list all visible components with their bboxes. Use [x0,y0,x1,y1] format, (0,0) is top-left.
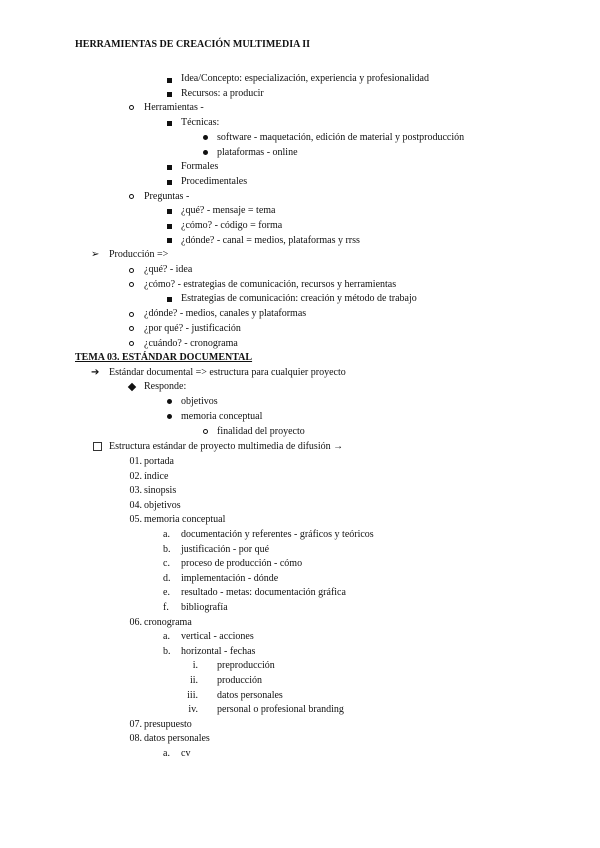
square-bullet-icon [167,121,172,126]
list-letter: a. [163,748,170,759]
diamond-bullet-icon [128,383,136,391]
list-item: cronograma [144,616,192,628]
list-letter: f. [163,602,169,613]
list-item: ¿cómo? - estrategias de comunicación, recursos y herramientas [144,279,397,290]
list-item: memoria conceptual [181,411,263,422]
arrowhead-bullet-icon: ➢ [91,249,100,260]
list-item: ¿por qué? - justificación [144,323,241,334]
list-roman: iii. [187,689,198,701]
hollow-circle-bullet-icon [129,312,134,317]
list-item: Estándar documental => estructura para cualquier proyecto [109,367,346,378]
list-item: resultado - metas: documentación gráfica [181,587,346,599]
list-item: horizontal - fechas [181,645,256,657]
section-heading: TEMA 03. ESTÁNDAR DOCUMENTAL [75,352,253,363]
list-letter: a. [163,529,170,540]
list-item: preproducción [217,660,275,672]
list-item: Técnicas: [181,117,220,128]
list-item: ¿cómo? - código = forma [181,220,283,231]
list-item: cv [181,748,191,759]
list-number: 01. [129,456,142,467]
hollow-circle-bullet-icon [129,282,134,287]
list-item: índice [144,470,169,482]
list-item: ¿qué? - idea [144,264,193,275]
list-number: 03. [129,485,142,497]
list-item: Responde: [144,381,187,392]
list-item: ¿cuándo? - cronograma [144,338,238,349]
list-item: memoria conceptual [144,514,226,526]
hollow-circle-bullet-icon [203,429,208,434]
list-item: documentación y referentes - gráficos y teóricos [181,529,374,540]
list-number: 02. [129,470,142,482]
list-item: plataformas - online [217,147,298,158]
square-bullet-icon [167,180,172,185]
list-item: Herramientas - [144,102,204,113]
list-item: personal o profesional branding [217,704,344,716]
square-bullet-icon [167,165,172,170]
list-letter: a. [163,631,170,643]
hollow-circle-bullet-icon [129,105,134,110]
list-item: objetivos [181,396,218,407]
list-item: sinopsis [144,485,177,497]
list-item: Formales [181,161,219,172]
list-item: producción [217,675,262,686]
list-roman: iv. [188,704,198,716]
list-item: objetivos [144,499,181,511]
list-item: implementación - dónde [181,572,279,584]
list-number: 07. [129,718,142,730]
list-item: Preguntas - [144,191,190,202]
list-item: bibliografía [181,602,228,613]
hollow-circle-bullet-icon [129,268,134,273]
list-item: portada [144,456,174,467]
list-item: proceso de producción - cómo [181,558,303,570]
list-number: 08. [129,733,142,745]
list-letter: e. [163,587,170,599]
filled-dot-bullet-icon [203,150,208,155]
square-bullet-icon [167,78,172,83]
list-item: ¿qué? - mensaje = tema [181,205,276,216]
document-title: HERRAMIENTAS DE CREACIÓN MULTIMEDIA II [75,39,311,50]
square-bullet-icon [167,92,172,97]
list-letter: c. [163,558,170,570]
list-number: 05. [129,514,142,526]
hollow-circle-bullet-icon [129,326,134,331]
filled-dot-bullet-icon [203,135,208,140]
hollow-circle-bullet-icon [129,341,134,346]
square-bullet-icon [167,224,172,229]
list-item: Idea/Concepto: especialización, experiencia y profesionalidad [181,73,429,84]
list-item: Estructura estándar de proyecto multimedia de difusión → [109,441,344,452]
list-item: finalidad del proyecto [217,426,305,437]
list-item: datos personales [217,689,283,701]
square-bullet-icon [167,209,172,214]
list-letter: b. [163,543,171,555]
checkbox-icon[interactable] [93,442,102,451]
list-number: 04. [129,499,142,511]
filled-dot-bullet-icon [167,399,172,404]
list-item: presupuesto [144,718,192,730]
list-roman: i. [192,660,198,672]
list-letter: b. [163,645,171,657]
arrow-right-icon: ➔ [91,367,100,378]
list-item: Estrategias de comunicación: creación y método de trabajo [181,293,417,304]
list-letter: d. [163,572,171,584]
list-item: software - maquetación, edición de material y postproducción [217,132,465,143]
list-item: Producción => [109,249,169,260]
list-item: datos personales [144,733,210,745]
list-item: Procedimentales [181,176,248,187]
list-number: 06. [129,616,142,628]
hollow-circle-bullet-icon [129,194,134,199]
list-item: Recursos: a producir [181,88,264,99]
filled-dot-bullet-icon [167,414,172,419]
list-item: ¿dónde? - medios, canales y plataformas [144,308,307,319]
square-bullet-icon [167,297,172,302]
list-roman: ii. [189,675,198,686]
list-item: vertical - acciones [181,631,254,643]
list-item: justificación - por qué [181,543,270,555]
list-item: ¿dónde? - canal = medios, plataformas y rrss [181,235,360,246]
square-bullet-icon [167,238,172,243]
